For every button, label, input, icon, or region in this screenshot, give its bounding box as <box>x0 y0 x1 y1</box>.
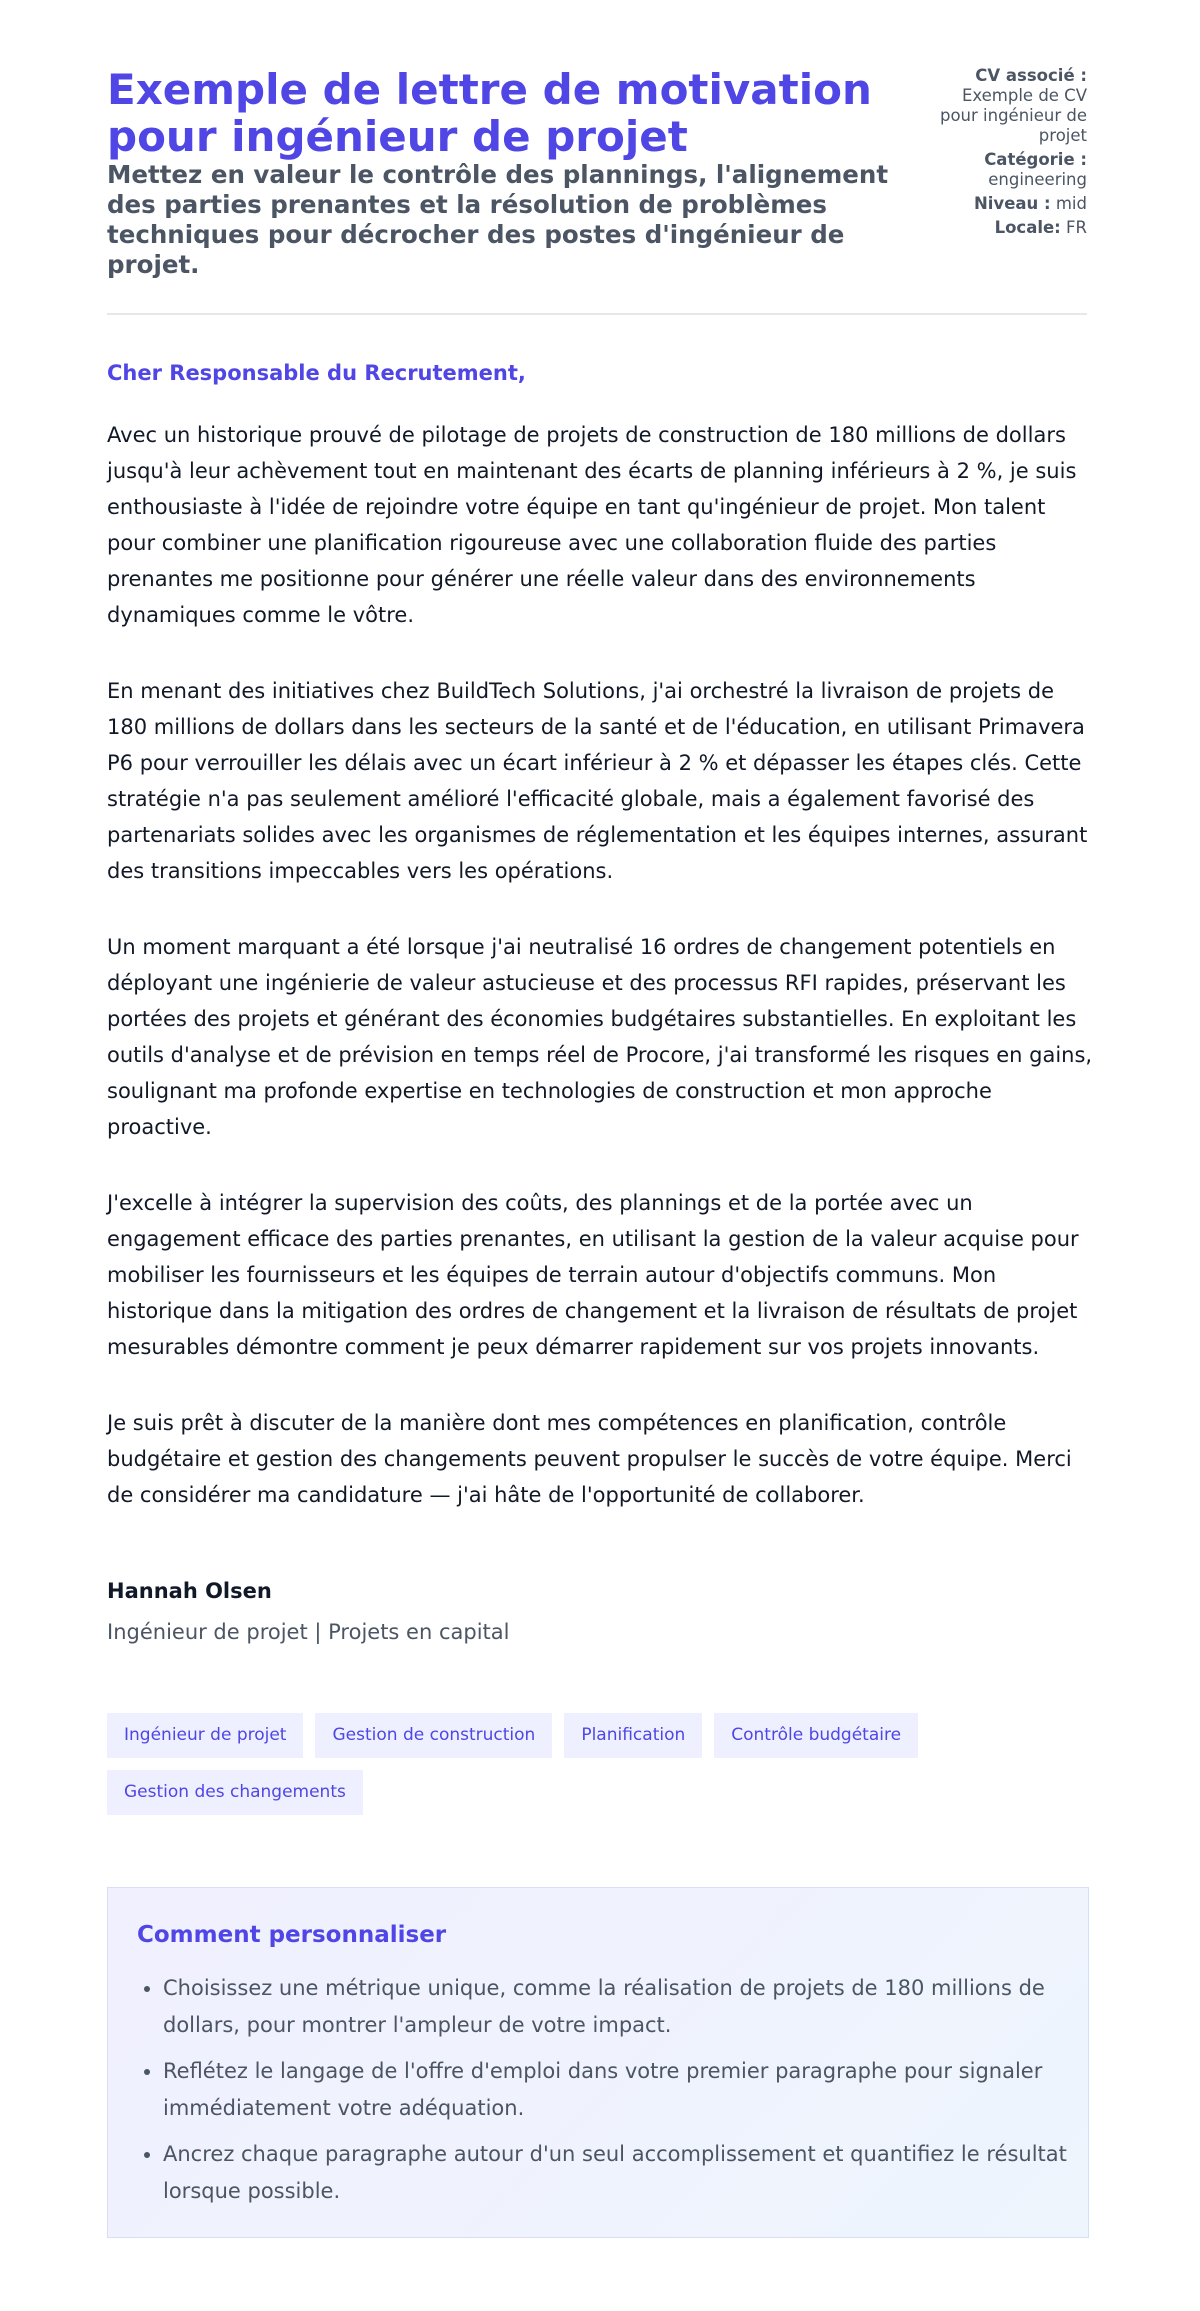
skill-tags <box>107 1713 1007 1815</box>
letter-paragraph: Je suis prêt à discuter de la manière dont mes compétences en planification, contrôle budgétaire et gestion des changements peuvent propulser le succès de votre équipe. Merci de considérer ma candidature — j'ai hâte de l'opportunité de collaborer. <box>107 1411 1072 1507</box>
page-subtitle: Mettez en valeur le contrôle des plannings, l'alignement des parties prenantes et la résolution de problèmes techniques pour décrocher des postes d'ingénieur de projet. <box>107 160 889 279</box>
skill-tag: Gestion des changements <box>107 1770 363 1815</box>
letter-paragraph: En menant des initiatives chez BuildTech Solutions, j'ai orchestré la livraison de projets de 180 millions de dollars dans les secteurs de la santé et de l'éducation, en utilisant Primavera P6 pour verrouiller les délais avec un écart inférieur à 2 % et dépasser les étapes clés. Cette stratégie n'a pas seulement amélioré l'efficacité globale, mais a également favorisé des partenariats solides avec les organismes de réglementation et les équipes internes, assurant des transitions impeccables vers les opérations. <box>107 679 1088 883</box>
header-divider <box>107 313 1087 315</box>
tip-item: • Reflétez le langage de l'offre d'emploi dans votre premier paragraphe pour signaler immédiatement votre adéquation. <box>163 2053 1083 2127</box>
meta-level-label: Niveau : <box>973 194 1051 213</box>
tips-title: Comment personnaliser <box>137 1922 447 1948</box>
meta-level-value: mid <box>1055 194 1087 213</box>
tips-list <box>137 1970 1083 2219</box>
meta-category <box>927 150 1087 190</box>
meta-related-cv <box>927 66 1087 146</box>
skill-tag: Planification <box>564 1713 702 1758</box>
meta-category-value: engineering <box>988 170 1087 189</box>
tip-item: • Choisissez une métrique unique, comme la réalisation de projets de 180 millions de dollars, pour montrer l'ampleur de votre impact. <box>163 1970 1083 2044</box>
meta-locale-label: Locale: <box>994 218 1061 237</box>
meta-level <box>927 194 1087 214</box>
page-title: Exemple de lettre de motivation pour ingénieur de projet <box>107 65 872 161</box>
meta-related-cv-label: CV associé : <box>975 66 1087 85</box>
letter-body <box>107 417 1097 1553</box>
meta-locale-value: FR <box>1066 218 1087 237</box>
letter-greeting: Cher Responsable du Recrutement, <box>107 361 526 385</box>
meta-related-cv-value: Exemple de CV pour ingénieur de projet <box>939 86 1087 145</box>
letter-paragraph: Avec un historique prouvé de pilotage de projets de construction de 180 millions de dollars jusqu'à leur achèvement tout en maintenant des écarts de planning inférieurs à 2 %, je suis enthousiaste à l'idée de rejoindre votre équipe en tant qu'ingénieur de projet. Mon talent pour combiner une planification rigoureuse avec une collaboration fluide des parties prenantes me positionne pour générer une réelle valeur dans des environnements dynamiques comme le vôtre. <box>107 423 1077 627</box>
signature-name: Hannah Olsen <box>107 1579 272 1603</box>
skill-tag: Ingénieur de projet <box>107 1713 303 1758</box>
meta-locale <box>927 218 1087 238</box>
letter-paragraph: Un moment marquant a été lorsque j'ai neutralisé 16 ordres de changement potentiels en déployant une ingénierie de valeur astucieuse et des processus RFI rapides, préservant les portées des projets et générant des économies budgétaires substantielles. En exploitant les outils d'analyse et de prévision en temps réel de Procore, j'ai transformé les risques en gains, soulignant ma profonde expertise en technologies de construction et mon approche proactive. <box>107 935 1093 1139</box>
signature-role: Ingénieur de projet | Projets en capital <box>107 1620 510 1644</box>
letter-paragraph: J'excelle à intégrer la supervision des coûts, des plannings et de la portée avec un engagement efficace des parties prenantes, en utilisant la gestion de la valeur acquise pour mobiliser les fournisseurs et les équipes de terrain autour d'objectifs communs. Mon historique dans la mitigation des ordres de changement et la livraison de résultats de projet mesurables démontre comment je peux démarrer rapidement sur vos projets innovants. <box>107 1191 1079 1359</box>
meta-panel <box>927 66 1087 242</box>
customization-tips-box <box>107 1887 1089 2238</box>
skill-tag: Contrôle budgétaire <box>714 1713 918 1758</box>
tip-item: • Ancrez chaque paragraphe autour d'un seul accomplissement et quantifiez le résultat lorsque possible. <box>163 2136 1083 2210</box>
skill-tag: Gestion de construction <box>315 1713 552 1758</box>
meta-category-label: Catégorie : <box>984 150 1087 169</box>
